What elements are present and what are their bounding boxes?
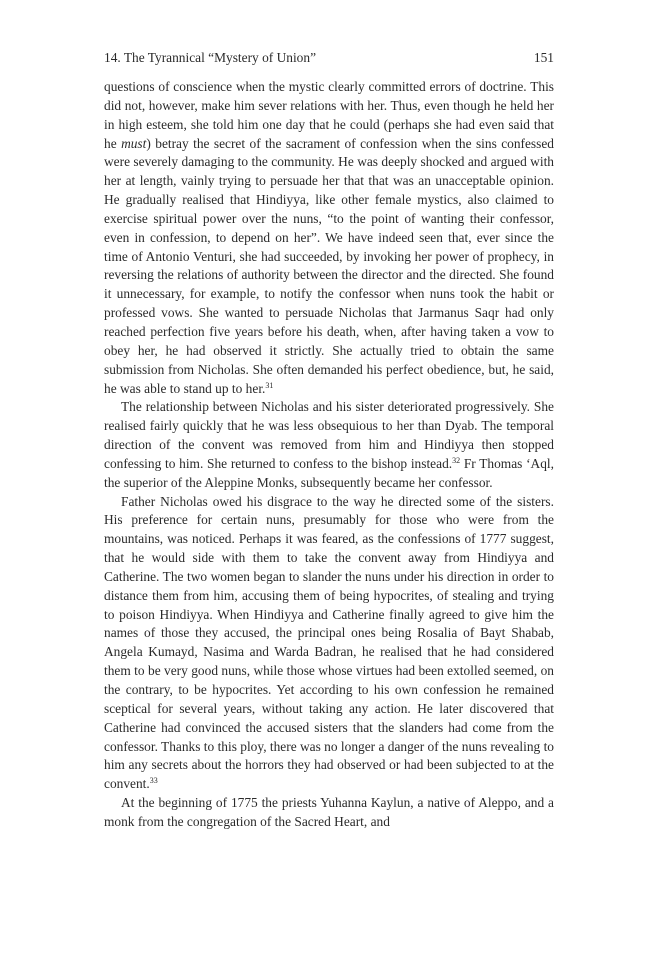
footnote-ref: 31 — [265, 380, 274, 390]
text-run: The relationship between Nicholas and his sister deteriorated progressively. She realised fairly quickly that he was less obsequious to her than Dyab. The temporal direction of the convent was removed from him and Hindiyya then stopped confessing to him. She returned to confess to the bishop instead. — [104, 399, 554, 471]
footnote-ref: 33 — [149, 776, 158, 786]
page-number: 151 — [533, 50, 554, 65]
paragraph — [104, 78, 554, 398]
text-run: At the beginning of 1775 the priests Yuhanna Kaylun, a native of Aleppo, and a monk from the congregation of the Sacred Heart, and — [104, 795, 554, 829]
paragraph — [104, 794, 554, 832]
text-run: questions of conscience when the mystic clearly committed errors of doctrine. This did not, however, make him sever relations with her. Thus, even though he held her in high esteem, she told him one day that he could (perhaps she had even said that he — [104, 79, 554, 151]
running-header — [104, 48, 554, 68]
book-page — [104, 48, 554, 832]
text-run: ) betray the secret of the sacrament of confession when the sins confessed were severely damaging to the community. He was deeply shocked and argued with her at length, vainly trying to persuade her that that was an unacceptable opinion. He gradually realised that Hindiyya, like other female mystics, also claimed to exercise spiritual power over the nuns, “to the point of wanting their confessor, even in confession, to depend on her”. We have indeed seen that, ever since the time of Antonio Venturi, she had succeeded, by invoking her power of prophecy, in reversing the relations of authority between the director and the directed. She found it unnecessary, for example, to notify the confessor when nuns took the habit or professed vows. She wanted to persuade Nicholas that Jarmanus Saqr had only reached perfection five years before his death, when, after having taken a vow to obey her, he had observed it strictly. She actually tried to obtain the same submission from Nicholas. She often demanded his perfect obedience, but, he said, he was able to stand up to her. — [104, 135, 554, 396]
chapter-title: 14. The Tyrannical “Mystery of Union” — [104, 50, 317, 65]
paragraph — [104, 398, 554, 492]
footnote-ref: 32 — [452, 455, 461, 465]
text-run: Father Nicholas owed his disgrace to the way he directed some of the sisters. His preference for certain nuns, presumably for those who were from the mountains, was noticed. Perhaps it was feared, as the confessions of 1777 suggest, that he would side with them to take the convent away from Hindiyya and Catherine. The two women began to slander the nuns under his direction in order to distance them from him, accusing them of being hypocrites, of stealing and trying to poison Hindiyya. When Hindiyya and Catherine finally agreed to give him the names of those they accused, the principal ones being Rosalia of Bayt Shabab, Angela Kumayd, Nasima and Warda Badran, he realised that he had considered them to be very good nuns, while those whose virtues had been extolled seemed, on the contrary, to be hypocrites. Yet according to his own confession he remained sceptical for several years, without taking any action. He later discovered that Catherine had convinced the accused sisters that the slanders had come from the confessor. Thanks to this ploy, there was no longer a danger of the nuns revealing to him any secrets about the horrors they had observed or had been subjected to at the convent. — [104, 493, 554, 792]
italic-text: must — [121, 135, 147, 151]
text-run: Fr Thomas ‘Aql, the superior of the Aleppine Monks, subsequently became her confessor. — [104, 455, 554, 490]
body-text — [104, 78, 554, 832]
paragraph — [104, 493, 554, 795]
